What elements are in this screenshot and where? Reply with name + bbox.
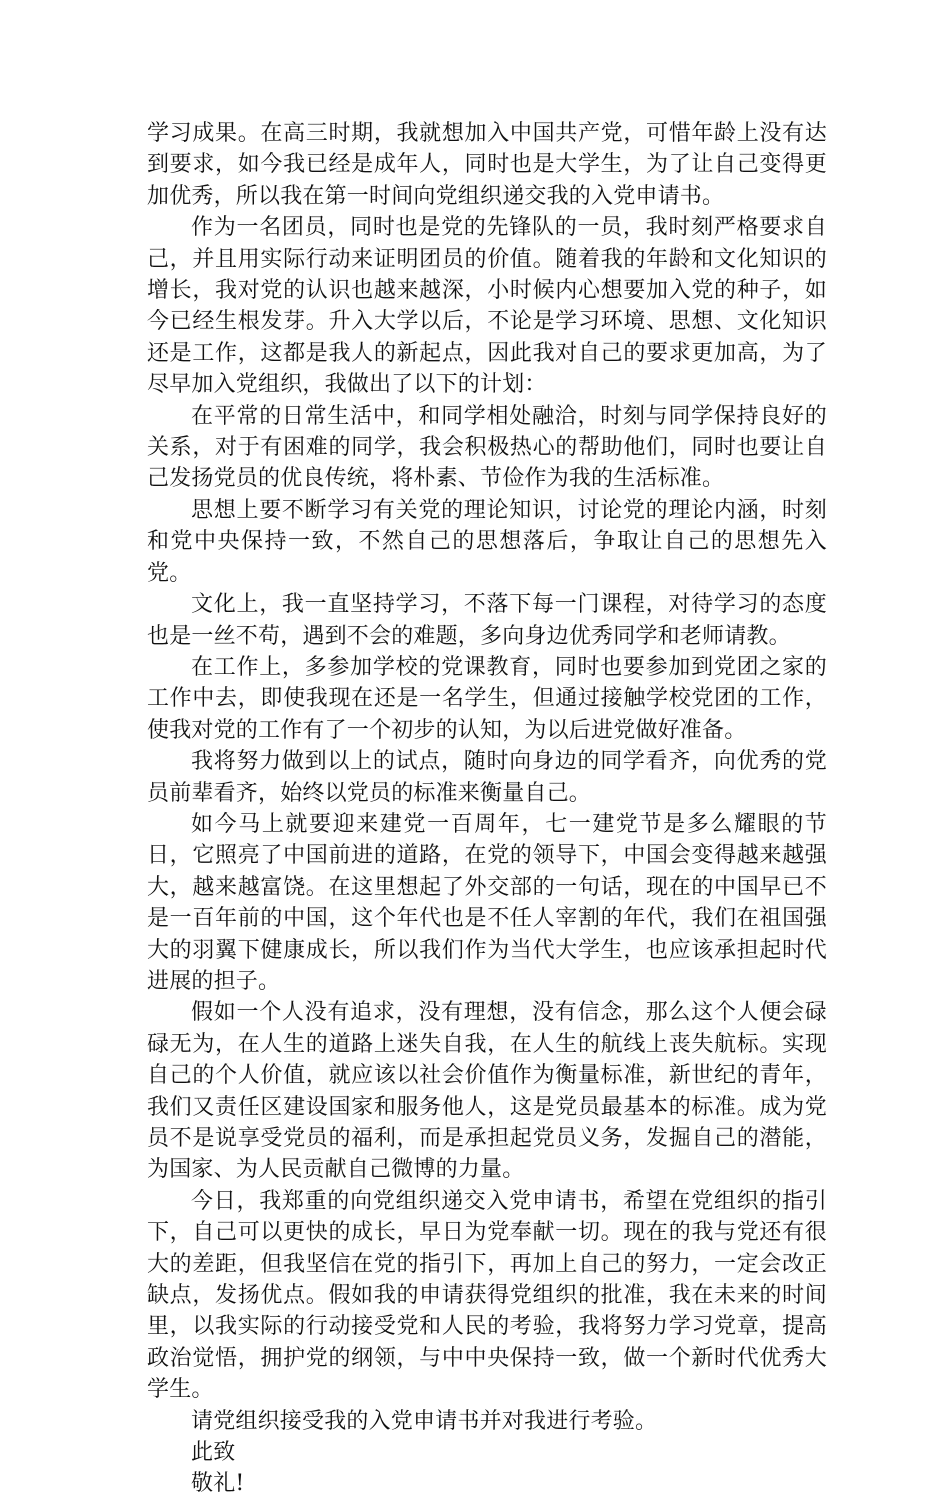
closing-salutation: 此致: [191, 1440, 236, 1466]
paragraph: 在平常的日常生活中，和同学相处融洽，时刻与同学保持良好的关系，对于有困难的同学，我会积极热心的帮助他们，同时也要让自己发扬党员的优良传统，将朴素、节俭作为我的生活标准。: [147, 403, 827, 492]
paragraph: 在工作上，多参加学校的党课教育，同时也要参加到党团之家的工作中去，即使我现在还是一名学生，但通过接触学校党团的工作，使我对党的工作有了一个初步的认知，为以后进党做好准备。: [147, 654, 827, 743]
closing-request: 请党组织接受我的入党申请书并对我进行考验。: [191, 1408, 658, 1434]
paragraph: 假如一个人没有追求，没有理想，没有信念，那么这个人便会碌碌无为，在人生的道路上迷失自我，在人生的航线上丧失航标。实现自己的个人价值，就应该以社会价值作为衡量标准，新世纪的青年，我们又责任区建设国家和服务他人，这是党员最基本的标准。成为党员不是说享受党员的福利，而是承担起党员义务，发掘自己的潜能，为国家、为人民贡献自己微博的力量。: [147, 1000, 827, 1183]
paragraph: 思想上要不断学习有关党的理论知识，讨论党的理论内涵，时刻和党中央保持一致，不然自己的思想落后，争取让自己的思想先入党。: [147, 497, 827, 586]
paragraph: 我将努力做到以上的试点，随时向身边的同学看齐，向优秀的党员前辈看齐，始终以党员的标准来衡量自己。: [147, 749, 827, 806]
paragraph: 文化上，我一直坚持学习，不落下每一门课程，对待学习的态度也是一丝不苟，遇到不会的难题，多向身边优秀同学和老师请教。: [147, 592, 827, 649]
paragraph: 今日，我郑重的向党组织递交入党申请书，希望在党组织的指引下，自己可以更快的成长，早日为党奉献一切。现在的我与党还有很大的差距，但我坚信在党的指引下，再加上自己的努力，一定会改正缺点，发扬优点。假如我的申请获得党组织的批准，我在未来的时间里，以我实际的行动接受党和人民的考验，我将努力学习党章，提高政治觉悟，拥护党的纲领，与中中央保持一致，做一个新时代优秀大学生。: [147, 1188, 827, 1403]
paragraph: 如今马上就要迎来建党一百周年，七一建党节是多么耀眼的节日，它照亮了中国前进的道路，在党的领导下，中国会变得越来越强大，越来越富饶。在这里想起了外交部的一句话，现在的中国早已不是一百年前的中国，这个年代也是不任人宰割的年代，我们在祖国强大的羽翼下健康成长，所以我们作为当代大学生，也应该承担起时代进展的担子。: [147, 811, 827, 994]
document-body: [147, 118, 827, 1500]
paragraph-continuation: 学习成果。在高三时期，我就想加入中国共产党，可惜年龄上没有达到要求，如今我已经是成年人，同时也是大学生，为了让自己变得更加优秀，所以我在第一时间向党组织递交我的入党申请书。: [147, 121, 827, 209]
closing-regards: 敬礼!: [191, 1471, 245, 1497]
paragraph: 作为一名团员，同时也是党的先锋队的一员，我时刻严格要求自己，并且用实际行动来证明团员的价值。随着我的年龄和文化知识的增长，我对党的认识也越来越深，小时候内心想要加入党的种子，如今已经生根发芽。升入大学以后，不论是学习环境、思想、文化知识还是工作，这都是我人的新起点，因此我对自己的要求更加高，为了尽早加入党组织，我做出了以下的计划：: [147, 215, 827, 398]
